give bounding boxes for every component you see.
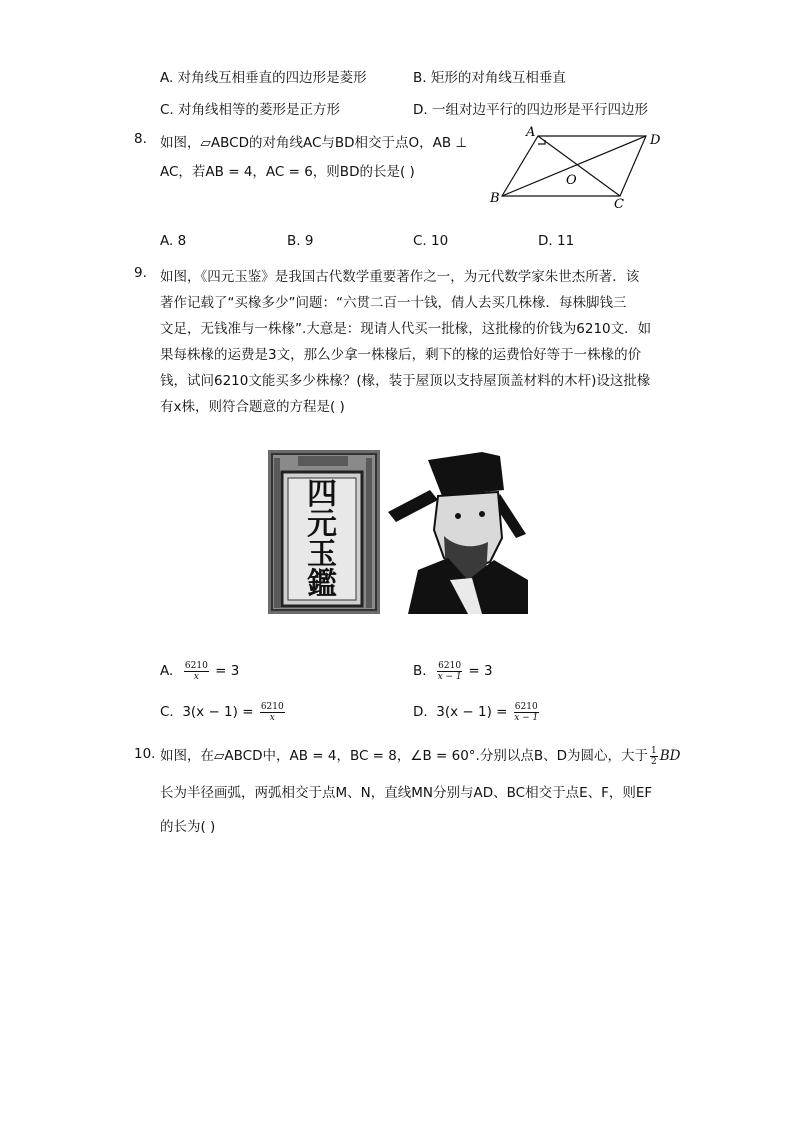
denominator: x − 1 <box>437 671 462 682</box>
scholar-figure <box>388 452 528 614</box>
rhs: = 3 <box>215 663 240 679</box>
label-b: B <box>490 191 500 206</box>
q9-illustration <box>268 450 528 614</box>
q7-option-b: B. 矩形的对角线互相垂直 <box>413 70 566 86</box>
fraction <box>184 661 209 682</box>
q9-number: 9. <box>134 265 147 281</box>
book-title-char: 元 <box>307 507 337 542</box>
book-title-char: 鑑 <box>307 567 337 602</box>
option-label: D. <box>413 704 428 720</box>
lhs: 3(x − 1) = <box>182 704 254 720</box>
numerator: 6210 <box>260 701 284 712</box>
label-a: A <box>526 125 536 140</box>
fraction <box>260 702 285 723</box>
q9-option-d <box>413 699 541 725</box>
book-title <box>298 477 346 602</box>
option-label: B. <box>413 663 427 679</box>
denominator: x <box>269 712 275 723</box>
denominator: 2 <box>651 756 657 767</box>
q10-line-3: 的长为( ) <box>160 819 216 835</box>
q10-text: 如图，在▱ABCD中，AB = 4，BC = 8，∠B = 60°.分别以点B、D为圆心，大于 <box>160 748 649 764</box>
q9-line-3: 文足，无钱准与一株椽”.大意是：现请人代买一批椽，这批椽的价钱为6210文．如 <box>160 321 652 337</box>
q8-line-2: AC，若AB = 4，AC = 6，则BD的长是( ) <box>160 164 415 180</box>
q10-line-1 <box>160 744 681 768</box>
label-c: C <box>614 197 624 212</box>
q10-number: 10. <box>134 746 156 762</box>
diagonal-ac <box>538 136 620 196</box>
option-label: A. <box>160 663 174 679</box>
numerator: 6210 <box>514 701 538 712</box>
numerator: 6210 <box>184 660 208 671</box>
denominator: x <box>193 671 199 682</box>
fraction <box>437 661 462 682</box>
q8-option-a: A. 8 <box>160 233 187 249</box>
label-o: O <box>566 173 577 188</box>
option-label: C. <box>160 704 174 720</box>
numerator: 6210 <box>438 660 462 671</box>
q8-option-c: C. 10 <box>413 233 449 249</box>
q8-line-1: 如图，▱ABCD的对角线AC与BD相交于点O，AB ⊥ <box>160 135 468 151</box>
q7-option-a: A. 对角线互相垂直的四边形是菱形 <box>160 70 367 86</box>
q8-option-d: D. 11 <box>538 233 575 249</box>
q7-option-d: D. 一组对边平行的四边形是平行四边形 <box>413 102 648 118</box>
q8-parallelogram-figure <box>480 122 670 212</box>
lhs: 3(x − 1) = <box>436 704 508 720</box>
q9-option-a <box>160 658 239 684</box>
label-d: D <box>650 133 661 148</box>
q9-line-4: 果每株椽的运费是3文，那么少拿一株椽后，剩下的椽的运费恰好等于一株椽的价 <box>160 347 642 363</box>
book-title-char: 玉 <box>307 537 337 572</box>
q8-option-b: B. 9 <box>287 233 314 249</box>
q10-line-2: 长为半径画弧，两弧相交于点M、N，直线MN分别与AD、BC相交于点E、F，则EF <box>160 785 653 801</box>
q9-line-5: 钱，试问6210文能买多少株椽？(椽，装于屋顶以支持屋顶盖材料的木杆)设这批椽 <box>160 373 651 389</box>
numerator: 1 <box>651 745 657 756</box>
q9-line-2: 著作记载了“买椽多少”问题：“六贯二百一十钱，倩人去买几株椽．每株脚钱三 <box>160 295 627 311</box>
fraction-half <box>650 746 658 767</box>
rhs: = 3 <box>468 663 493 679</box>
book-title-char: 四 <box>307 477 337 512</box>
q8-number: 8. <box>134 131 147 147</box>
q7-option-c: C. 对角线相等的菱形是正方形 <box>160 102 341 118</box>
q9-option-b <box>413 658 493 684</box>
fraction <box>514 702 539 723</box>
q9-line-6: 有x株，则符合题意的方程是( ) <box>160 399 345 415</box>
q10-bd: BD <box>659 748 681 764</box>
q9-option-c <box>160 699 287 725</box>
denominator: x − 1 <box>514 712 539 723</box>
q9-line-1: 如图，《四元玉鉴》是我国古代数学重要著作之一，为元代数学家朱世杰所著．该 <box>160 269 640 285</box>
